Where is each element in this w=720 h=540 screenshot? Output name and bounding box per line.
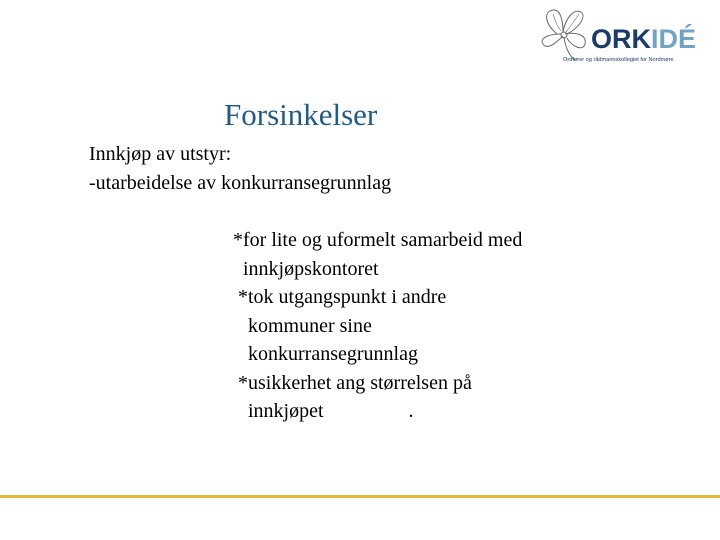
list-item: konkurransegrunnlag <box>233 343 418 365</box>
list-item: *tok utgangspunkt i andre <box>233 286 447 308</box>
intro-line: -utarbeidelse av konkurransegrunnlag <box>89 172 392 194</box>
intro-line: Innkjøp av utstyr: <box>89 143 232 165</box>
slide-title: Forsinkelser <box>224 97 378 132</box>
list-item: innkjøpet . <box>233 400 414 422</box>
orkide-logo <box>535 4 717 68</box>
list-item: kommuner sine <box>233 314 372 337</box>
bullet-list <box>233 226 522 426</box>
list-item: innkjøpskontoret <box>233 257 379 280</box>
logo-word-part1: ORK <box>591 24 651 54</box>
logo-wordmark <box>591 26 696 53</box>
logo-tagline: Ordfører og rådmannskollegiet for Nordmøre <box>563 57 674 63</box>
intro-text <box>89 140 391 198</box>
logo-word-part2: IDÉ <box>651 24 697 54</box>
list-item: *usikkerhet ang størrelsen på <box>233 371 472 394</box>
list-item: *for lite og uformelt samarbeid med <box>233 229 523 251</box>
bottom-divider <box>0 495 720 498</box>
